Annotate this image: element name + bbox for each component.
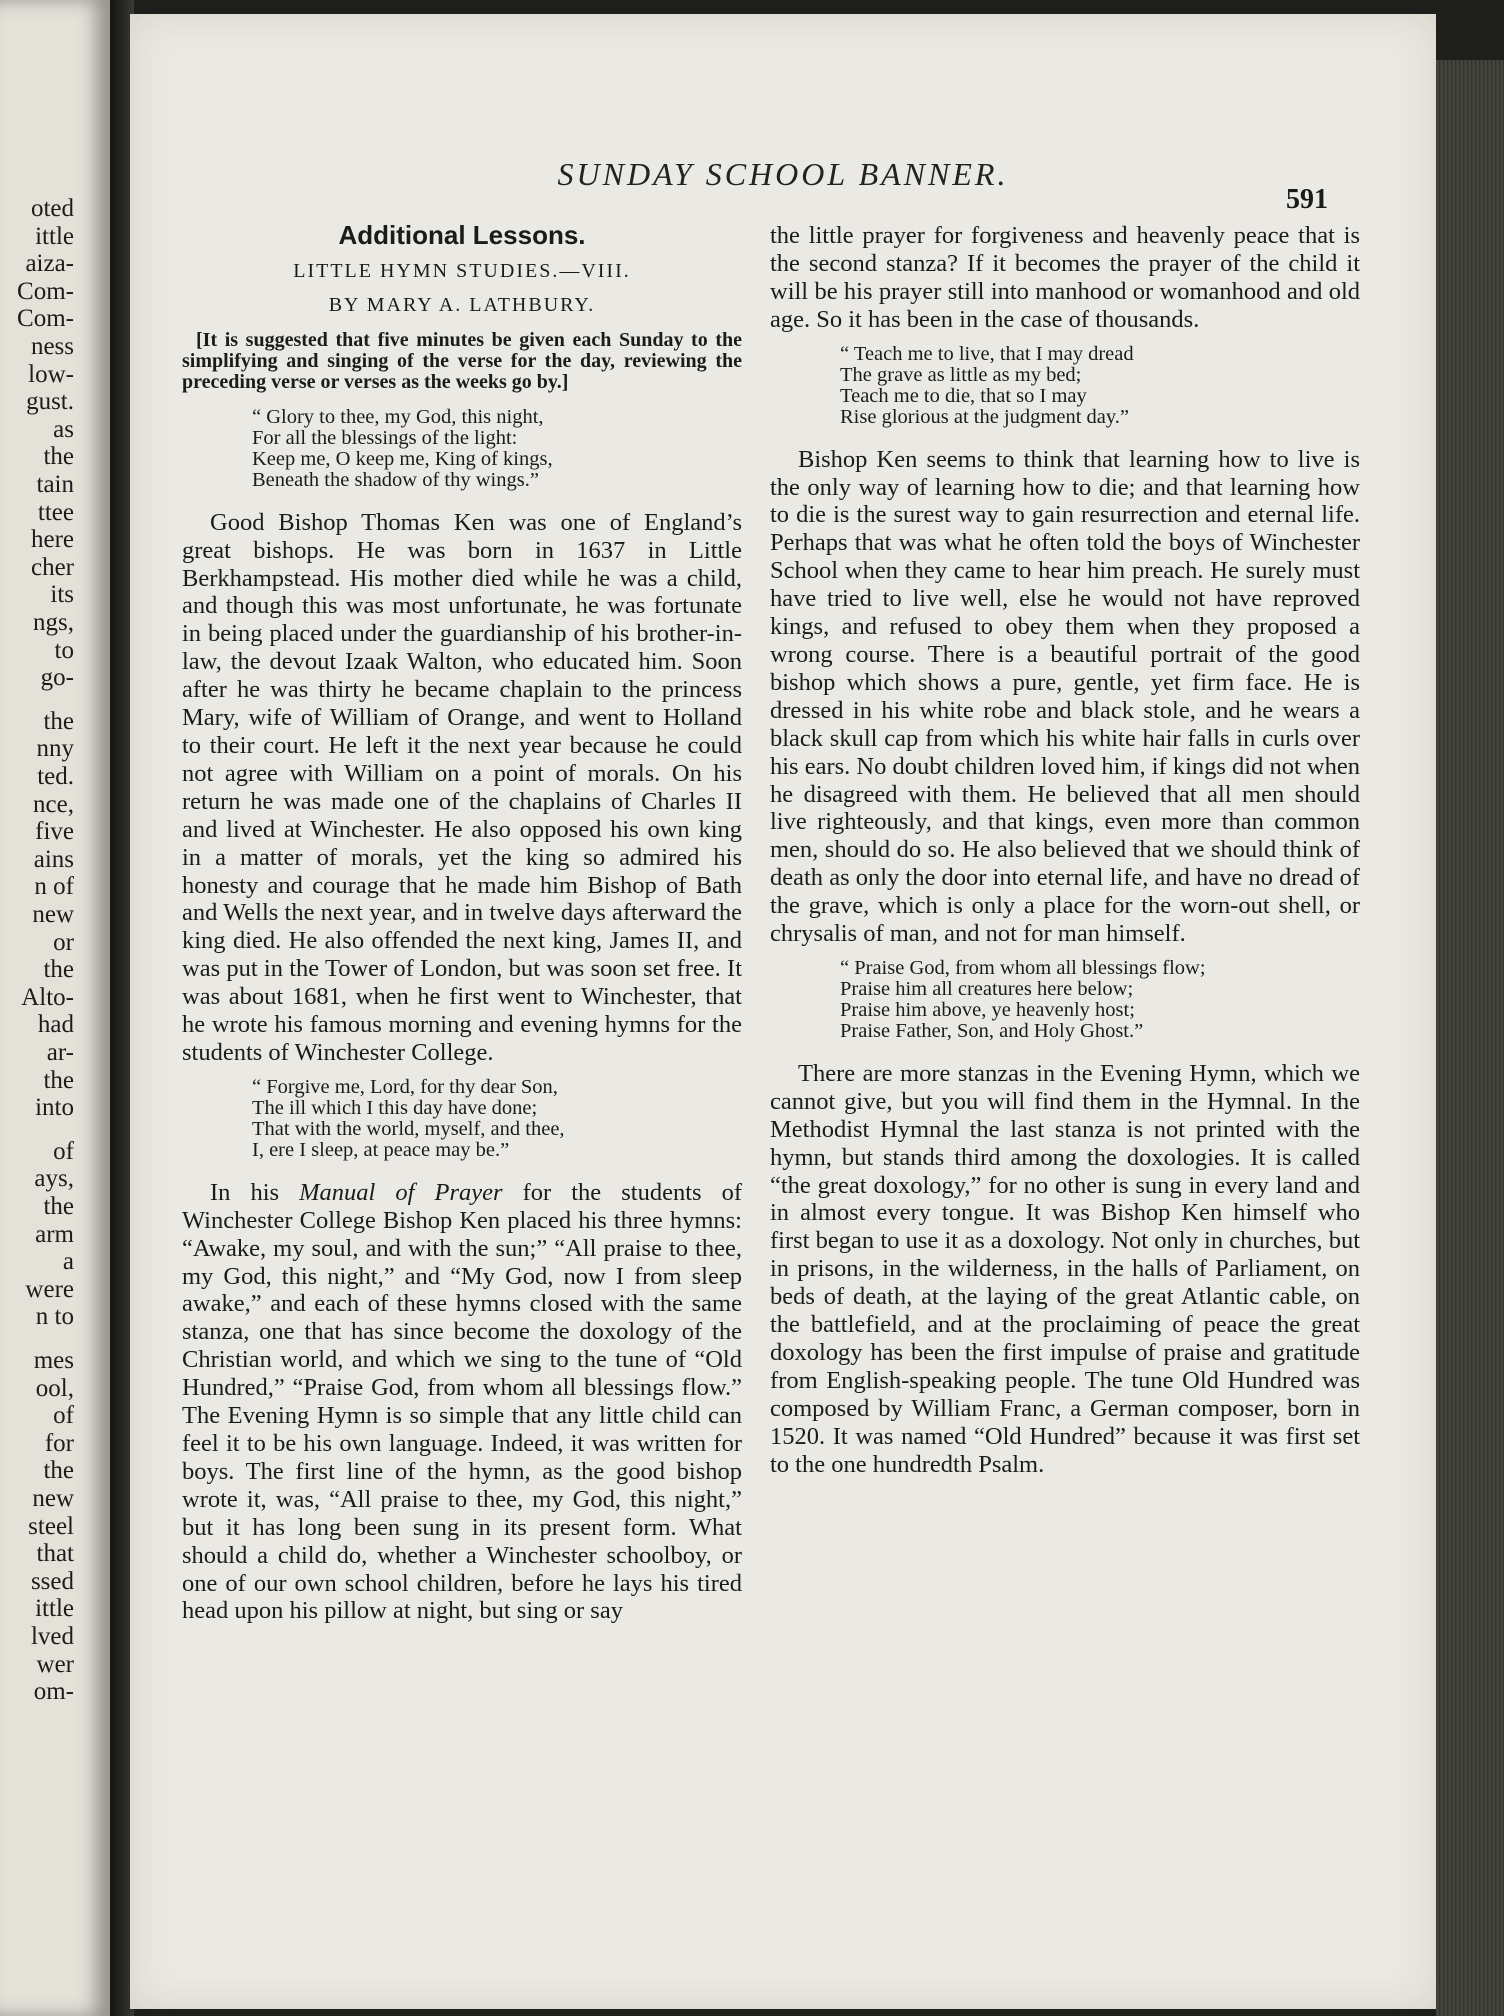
adjacent-page-text: oted: [30, 195, 74, 222]
verse-1: [252, 407, 742, 491]
adjacent-page-text: had: [37, 1011, 74, 1039]
verse-line: Beneath the shadow of thy wings.”: [252, 468, 539, 491]
adjacent-page-text: steel: [28, 1512, 74, 1540]
byline: BY MARY A. LATHBURY.: [328, 293, 596, 316]
adjacent-page-text: of: [53, 1137, 74, 1165]
adjacent-page-text: Com-: [17, 305, 74, 333]
adjacent-page-text: gust.: [26, 388, 74, 416]
adjacent-page-text: ool,: [35, 1374, 74, 1402]
adjacent-page-text: Com-: [17, 277, 74, 305]
adjacent-page-text: for: [44, 1429, 74, 1457]
adjacent-page-text: nce,: [33, 790, 74, 818]
adjacent-page-text: om-: [33, 1678, 74, 1706]
adjacent-page-text: go-: [40, 664, 74, 692]
paragraph: There are more stanzas in the Evening Hymn, which we cannot give, but you will find them in the Hymnal. In the Methodist Hymnal the last stanza is not printed with the hymn, but stands third among the doxologies. It is called “the great doxology,” for no other is sung in every land and in almost every tongue. It was Bishop Ken himself who first began to use it as a doxology. Not only in churches, but in prisons, in the wilderness, in the halls of Parliament, on beds of death, at the laying of the great Atlantic cable, on the battlefield, and at the proclaiming of peace the great doxology has been the first impulse of praise and gratitude from English-speaking people. The tune Old Hundred was composed by William Franc, a German composer, born in 1520. It was named “Old Hundred” because it was first set to the one hundredth Psalm.: [770, 1059, 1360, 1478]
adjacent-page-text: here: [30, 526, 74, 554]
adjacent-page-text: Alto-: [21, 983, 74, 1011]
paragraph: Good Bishop Thomas Ken was one of England’s great bishops. He was born in 1637 in Little Berkhampstead. His mother died while he was a child, and though this was most unfortunate, he was fortunate in being placed under the guardianship of his brother-in-law, the devout Izaak Walton, who educated him. Soon after he was thirty he became chaplain to the princess Mary, wife of William of Orange, and went to Holland to their court. He left it the next year because he could not agree with William on a point of morals. On his return he was made one of the chaplains of Charles II and lived at Winchester. He also opposed his own king in a matter of morals, yet the king so admired his honesty and courage that he made him Bishop of Bath and Wells the next year, and in twelve days afterward the king died. He also offended the next king, James II, and was put in the Tower of London, but was soon set free. It was about 1681, when he first went to Winchester, that he wrote his famous morning and evening hymns for the students of Winchester College.: [182, 508, 742, 1066]
adjacent-page-text: or: [53, 928, 74, 956]
adjacent-page-text: the: [43, 956, 74, 984]
editorial-note: [It is suggested that five minutes be given each Sunday to the simplifying and singing of the verse for the day, reviewing the preceding verse or verses as the weeks go by.]: [182, 328, 742, 393]
adjacent-page-text: new: [32, 901, 74, 928]
page-number: 591: [1286, 184, 1328, 215]
adjacent-page-text: low-: [28, 360, 74, 388]
verse-line: Praise him above, ye heavenly host;: [840, 998, 1135, 1021]
verse-line: The grave as little as my bed;: [840, 363, 1082, 386]
adjacent-page: [0, 0, 110, 2016]
adjacent-page-text: ted.: [37, 763, 74, 790]
adjacent-page-text: ness: [30, 333, 74, 360]
adjacent-page-text: as: [53, 415, 74, 443]
adjacent-page-text: new: [32, 1485, 74, 1512]
adjacent-page-text: were: [25, 1275, 74, 1303]
adjacent-page-text: ngs,: [33, 609, 74, 636]
adjacent-page-text: ittle: [35, 1595, 74, 1623]
adjacent-page-text: ains: [33, 845, 74, 873]
paragraph: [182, 1179, 742, 1626]
verse-2: [252, 1077, 742, 1161]
adjacent-page-text: the: [43, 707, 74, 735]
adjacent-page-text: arm: [35, 1220, 74, 1248]
adjacent-page-text: nny: [36, 735, 74, 763]
text-run: for the students of Winchester College Bishop Ken placed his three hymns: “Awake, my soul, and with the sun;” “All praise to thee, my God, this night,” and “My God, now I from sleep awake,” and each of these hymns closed with the same stanza, one that has since become the doxology of the Christian world, and which we sing to the tune of “Old Hundred,” “Praise God, from whom all blessings flow.” The Evening Hymn is so simple that any little child can feel it to be his own language. Indeed, it was written for boys. The first line of the hymn, as the good bishop wrote it, was, “All praise to thee, my God, this night,” but it has long been sung in its present form. What should a child do, whether a Winchester schoolboy, or one of our own school children, before he lays his tired head upon his pillow at night, but sing or say: [182, 1178, 743, 1625]
adjacent-page-text: cher: [30, 553, 74, 581]
adjacent-page-text: the: [43, 1457, 74, 1485]
verse-line: Praise him all creatures here below;: [840, 977, 1134, 1000]
verse-4: [840, 958, 1360, 1042]
adjacent-page-text: n of: [34, 873, 74, 901]
article-title: Additional Lessons.: [338, 220, 586, 250]
verse-line: Keep me, O keep me, King of kings,: [252, 447, 553, 470]
adjacent-page-text: n to: [35, 1303, 74, 1331]
adjacent-page-text: wer: [36, 1650, 74, 1678]
adjacent-page-text: ar-: [46, 1039, 74, 1066]
page-edges: [1436, 60, 1504, 2016]
page: [130, 14, 1436, 2009]
right-column: [770, 222, 1360, 1479]
verse-line: I, ere I sleep, at peace may be.”: [252, 1138, 510, 1161]
adjacent-page-text: ssed: [30, 1567, 74, 1595]
adjacent-page-text: ttee: [37, 498, 74, 526]
left-column: [182, 222, 742, 1625]
adjacent-page-text: that: [36, 1540, 74, 1568]
adjacent-page-text: its: [50, 581, 74, 609]
verse-line: That with the world, myself, and thee,: [252, 1117, 565, 1140]
adjacent-page-text: to: [54, 636, 74, 664]
adjacent-page-text: five: [35, 818, 74, 846]
verse-line: Praise Father, Son, and Holy Ghost.”: [840, 1019, 1144, 1042]
book-title: Manual of Prayer: [299, 1178, 503, 1206]
adjacent-page-text: of: [53, 1402, 74, 1430]
verse-line: “ Glory to thee, my God, this night,: [252, 405, 544, 428]
adjacent-page-text: the: [43, 1193, 74, 1220]
verse-line: Rise glorious at the judgment day.”: [840, 405, 1130, 428]
text-run: In his: [210, 1178, 300, 1206]
paragraph: the little prayer for forgiveness and heavenly peace that is the second stanza? If it becomes the prayer of the child it will be his prayer still into manhood or womanhood and old age. So it has been in the case of thousands.: [770, 222, 1360, 333]
adjacent-page-text: mes: [33, 1347, 74, 1374]
adjacent-page-text: aiza-: [25, 250, 74, 278]
adjacent-page-text: tain: [36, 471, 74, 498]
verse-line: “ Teach me to live, that I may dread: [840, 342, 1134, 365]
verse-line: “ Praise God, from whom all blessings flow;: [840, 956, 1206, 979]
verse-line: For all the blessings of the light:: [252, 426, 518, 449]
adjacent-page-text: the: [43, 1066, 74, 1094]
adjacent-page-text: ittle: [35, 222, 74, 250]
verse-line: Teach me to die, that so I may: [840, 384, 1087, 407]
adjacent-page-text: ays,: [34, 1165, 74, 1193]
adjacent-page-text: a: [62, 1248, 74, 1276]
series-title: LITTLE HYMN STUDIES.—VIII.: [293, 259, 631, 282]
adjacent-page-text: into: [35, 1094, 74, 1122]
adjacent-page-text: lved: [30, 1623, 74, 1650]
running-head: SUNDAY SCHOOL BANNER.: [557, 156, 1009, 192]
verse-3: [840, 344, 1360, 428]
paragraph: Bishop Ken seems to think that learning how to live is the only way of learning how to die; and that learning how to die is the surest way to gain resurrection and eternal life. Perhaps that was what he often told the boys of Winchester School when they came to hear him preach. He surely must have tried to live well, else he would not have reproved kings, and refused to obey them when they proposed a wrong course. There is a beautiful portrait of the good bishop which shows a pure, gentle, yet firm face. He is dressed in his white robe and black stole, and he wears a black skull cap from which his white hair falls in curls over his ears. No doubt children loved him, if kings did not when he disagreed with them. He believed that all men should live righteously, and that kings, even more than common men, should do so. He also believed that we should think of death as only the door into eternal life, and have no dread of the grave, which is only a place for the worn-out shell, or chrysalis of man, and not for man himself.: [770, 445, 1360, 948]
adjacent-page-text: the: [43, 443, 74, 471]
verse-line: The ill which I this day have done;: [252, 1096, 538, 1119]
verse-line: “ Forgive me, Lord, for thy dear Son,: [252, 1075, 558, 1098]
